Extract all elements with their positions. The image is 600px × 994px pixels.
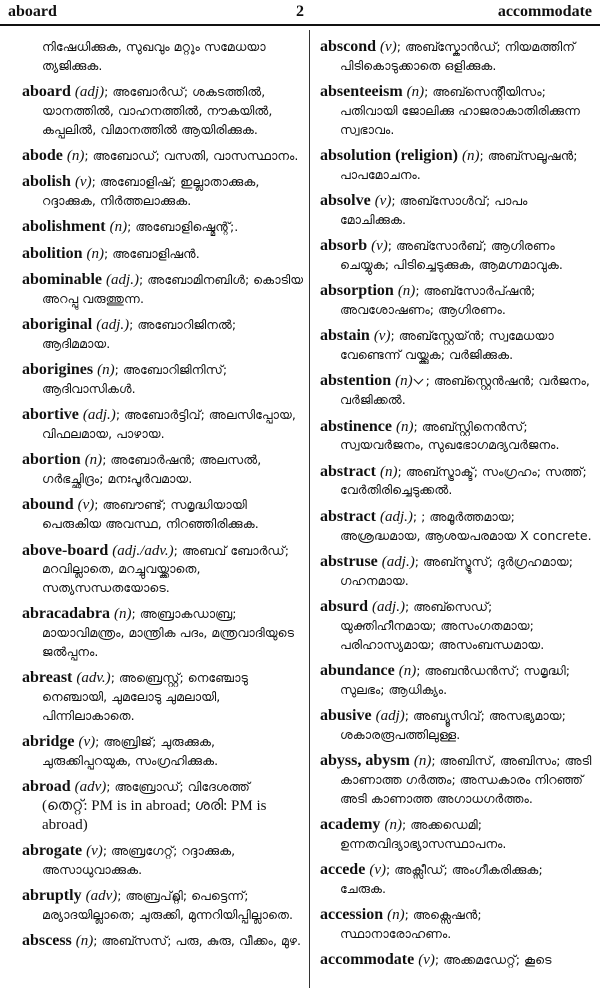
entry-part-of-speech: (n)	[86, 245, 104, 262]
entry-definition: ; അക്കഡെമി; ഉന്നതവിദ്യാഭ്യാസസ്ഥാപനം.	[340, 816, 507, 851]
dictionary-entry	[320, 707, 592, 745]
dictionary-entry	[22, 496, 306, 534]
dictionary-entry	[22, 245, 306, 264]
entry-definition: ; അബ്സോൾവ്; പാപം മോചിക്കുക.	[340, 193, 528, 227]
tick-mark-icon	[413, 375, 423, 385]
entry-part-of-speech: (v)	[373, 328, 391, 345]
entry-part-of-speech: (n)	[380, 463, 398, 480]
dictionary-entry	[22, 669, 306, 725]
entry-headword: abstain	[320, 327, 370, 345]
entry-part-of-speech: (n)	[97, 362, 115, 379]
entry-headword: abstinence	[320, 417, 392, 435]
dictionary-entry	[320, 906, 592, 944]
dictionary-entry	[320, 282, 592, 320]
entry-headword: accession	[320, 906, 384, 924]
entry-part-of-speech: (n)	[84, 452, 103, 469]
entry-headword: abominable	[22, 270, 103, 288]
dictionary-entry	[22, 605, 306, 661]
entry-definition: ; അബൗണ്ട്; സമൃദ്ധിയായി പെരുകിയ അവസ്ഥ, നിറഞ്ഞിരിക്കുക.	[42, 497, 259, 532]
entry-part-of-speech: (v)	[418, 952, 435, 969]
dictionary-entry	[320, 372, 592, 410]
entry-definition: ; അബ്സ്കോൻഡ്; നിയമത്തിന് പിടികൊടുക്കാതെ ഒളിക്കുക.	[340, 39, 576, 73]
entry-part-of-speech: (n)	[395, 373, 413, 390]
header-right-guideword: accommodate	[497, 3, 592, 20]
page-number: 2	[296, 3, 304, 20]
entry-definition: ; അബ്രപ്റ്റ്ലി; പെട്ടെന്ന്; മര്യാദയില്ലാതെ; ചുരുക്കി, മുന്നറിയിപ്പില്ലാതെ.	[42, 888, 293, 923]
entry-part-of-speech: (adv.)	[76, 670, 111, 687]
dictionary-entry	[320, 418, 592, 456]
entry-definition: ; അബ്സെഡ്; യുക്തിഹീനമായ; അസംഗതമായ; പരിഹാസ്യമായ; അസംബന്ധമായ.	[340, 598, 545, 652]
entry-headword: aboard	[22, 83, 71, 101]
entry-definition: ; അബോളിഷ്മെന്റ്;.	[127, 219, 239, 235]
dictionary-entry	[22, 542, 306, 598]
entry-definition: ; അബ്സെന്റീയിസം; പതിവായി ജോലിക്കു ഹാജരാകാതിരിക്കുന്ന സ്വഭാവം.	[340, 84, 580, 137]
entry-headword: abolishment	[22, 218, 106, 236]
entry-headword: absolution (religion)	[320, 146, 458, 164]
entry-headword: abstention	[320, 372, 392, 390]
entry-definition: ; അബ്രെസ്റ്റ്; നെഞ്ചോടു നെഞ്ചായി, ചുമലോടു ചുമലായി, പിന്നിലാകാതെ.	[42, 670, 248, 723]
dictionary-entry	[22, 406, 306, 444]
entry-headword: abroad	[22, 778, 71, 796]
entry-part-of-speech: (v)	[77, 497, 95, 514]
entry-part-of-speech: (n)	[114, 606, 132, 623]
entry-part-of-speech: (adj.)	[372, 598, 405, 615]
dictionary-entry	[22, 451, 306, 489]
entry-part-of-speech: (adj.)	[106, 271, 139, 288]
entry-part-of-speech: (v)	[380, 39, 397, 55]
entry-headword: absolve	[320, 192, 371, 210]
entry-definition: ; അബോളിഷൻ.	[103, 245, 200, 261]
entry-part-of-speech: (adj.)	[96, 317, 130, 334]
dictionary-entry	[22, 887, 306, 925]
entry-definition: ; അബവ് ബോർഡ്; മറവില്ലാതെ, മറച്ചുവയ്ക്കാതെ, സത്യസന്ധതയോടെ.	[42, 542, 290, 596]
left-column	[22, 38, 306, 959]
entry-headword: abrogate	[22, 842, 83, 860]
entry-part-of-speech: (v)	[74, 174, 92, 191]
entry-part-of-speech: (n)	[384, 816, 402, 833]
entry-part-of-speech: (n)	[398, 662, 417, 679]
entry-headword: abundance	[320, 661, 395, 679]
dictionary-entry	[320, 508, 592, 546]
entry-headword: abortive	[22, 406, 79, 424]
dictionary-entry	[22, 361, 306, 399]
entry-definition: ; അബ്സോർപ്ഷൻ; അവശോഷണം; ആഗിരണം.	[340, 283, 536, 318]
entry-headword: abstruse	[320, 552, 378, 570]
entry-headword: aborigines	[22, 361, 94, 379]
entry-definition: ; അബ്സോർബ്; ആഗിരണം ചെയ്യുക; പിടിച്ചെടുക്കുക, ആമഗ്നമാവുക.	[340, 238, 563, 272]
page-header	[0, 0, 600, 26]
entry-headword: abolish	[22, 173, 71, 191]
entry-definition: ; അക്സെഷൻ; സ്ഥാനാരോഹണം.	[340, 907, 482, 941]
entry-definition: ; അബോറിജിനൽ; ആദിമമായ.	[42, 317, 237, 351]
dictionary-entry	[22, 218, 306, 237]
entry-definition: ; അബ്സ്റ്റിനെൻസ്; സ്വയവർജനം, സുഖഭോഗമദ്യവർജനം.	[340, 418, 560, 453]
right-column	[320, 38, 592, 977]
dictionary-entry	[320, 861, 592, 899]
entry-headword: abortion	[22, 451, 81, 469]
entry-headword: aboriginal	[22, 316, 93, 334]
entry-part-of-speech: (n)	[109, 219, 128, 236]
entry-definition: നിഷേധിക്കുക, സുഖവും മറ്റും സമേധയാ ത്യജിക്കുക.	[42, 39, 266, 73]
entry-part-of-speech: (n)	[66, 147, 85, 164]
dictionary-entry	[22, 778, 306, 834]
entry-definition: ; അബ്സ്റ്റെൻഷൻ; വർജനം, വർജിക്കൽ.	[340, 373, 590, 408]
entry-headword: above-board	[22, 541, 109, 559]
dictionary-entry	[22, 173, 306, 211]
dictionary-entry	[320, 598, 592, 654]
dictionary-entry	[22, 733, 306, 771]
header-left-guideword: aboard	[8, 3, 57, 20]
entry-headword: accede	[320, 860, 366, 878]
entry-headword: abstract	[320, 462, 376, 480]
entry-part-of-speech: (adv)	[85, 888, 118, 905]
entry-headword: absorb	[320, 237, 368, 255]
column-divider	[309, 30, 310, 988]
entry-definition: ; അബ്സ്ട്രാക്ട്; സംഗ്രഹം; സത്ത്; വേർതിരിച്ചെടുക്കൽ.	[340, 463, 587, 498]
entry-headword: abracadabra	[22, 605, 110, 623]
dictionary-entry	[22, 271, 306, 309]
entry-headword: absorption	[320, 282, 394, 300]
dictionary-entry	[320, 38, 592, 76]
entry-part-of-speech: (v)	[374, 193, 392, 210]
dictionary-entry	[320, 752, 592, 808]
dictionary-entry	[320, 463, 592, 501]
entry-part-of-speech: (n)	[461, 147, 480, 164]
dictionary-entry	[22, 932, 306, 951]
entry-definition: ; അബ്സ്ട്രൂസ്; ദുർഗ്രഹമായ; ഗഹനമായ.	[340, 553, 573, 588]
entry-part-of-speech: (adj)	[375, 707, 405, 724]
entry-part-of-speech: (n)	[75, 933, 94, 950]
entry-part-of-speech: (n)	[397, 283, 416, 300]
entry-definition: ; അബ്രോഡ്; വിദേശത്ത്	[106, 779, 250, 795]
entry-headword: abode	[22, 146, 63, 164]
entry-definition: ; അബ്സസ്; പരു, കുരു, വീക്കം, മുഴ.	[93, 933, 301, 949]
entry-part-of-speech: (v)	[371, 238, 388, 255]
entry-headword: abolition	[22, 244, 83, 262]
entry-headword: abscond	[320, 38, 377, 55]
dictionary-entry	[320, 83, 592, 139]
dictionary-entry	[320, 237, 592, 275]
entry-part-of-speech: (adj./adv.)	[112, 542, 174, 559]
entry-definition: ; അക്സീഡ്; അംഗീകരിക്കുക; ചേരുക.	[340, 861, 543, 896]
dictionary-entry	[320, 951, 592, 970]
dictionary-entry	[22, 842, 306, 880]
entry-part-of-speech: (n)	[387, 907, 405, 924]
dictionary-entry	[22, 83, 306, 139]
entry-headword: abruptly	[22, 887, 82, 905]
entry-definition: ; അബൻഡൻസ്; സമൃദ്ധി; സുലഭം; ആധിക്യം.	[340, 662, 571, 697]
entry-headword: abscess	[22, 932, 72, 950]
entry-headword: absurd	[320, 597, 369, 615]
dictionary-entry	[320, 816, 592, 854]
dictionary-entry	[320, 553, 592, 591]
entry-definition: ; അബിസ്, അബിസം; അടി കാണാത്ത ഗർത്തം; അന്ധകാരം നിറഞ്ഞ് അടി കാണാത്ത അഗാധഗർത്തം.	[340, 753, 592, 806]
entry-definition: ; അബ്രഗേറ്റ്; റദ്ദാക്കുക, അസാധുവാക്കുക.	[42, 843, 236, 877]
entry-part-of-speech: (adj.)	[381, 553, 415, 570]
entry-part-of-speech: (n)	[396, 418, 414, 435]
entry-part-of-speech: (adj.)	[380, 508, 413, 525]
entry-definition: ; അബോർഡ്; ശകടത്തിൽ, യാനത്തിൽ, വാഹനത്തിൽ, നൗകയിൽ, കപ്പലിൽ, വിമാനത്തിൽ ആയിരിക്കുക.	[42, 84, 273, 137]
dictionary-entry	[320, 192, 592, 230]
entry-headword: abusive	[320, 706, 372, 724]
entry-definition: ; അബോറിജിനിസ്; ആദിവാസികൾ.	[42, 362, 228, 396]
entry-headword: abstract	[320, 507, 376, 525]
dictionary-entry	[22, 38, 306, 76]
entry-definition: ; അബോളിഷ്; ഇല്ലാതാക്കുക, റദ്ദാക്കുക, നിർത്തലാക്കുക.	[42, 174, 260, 209]
entry-part-of-speech: (v)	[86, 843, 103, 860]
entry-headword: abreast	[22, 669, 73, 687]
entry-definition: ; അബോർട്ടിവ്; അലസിപ്പോയ, വിഫലമായ, പാഴായ.	[42, 407, 296, 442]
dictionary-entry	[320, 147, 592, 185]
dictionary-entry	[320, 327, 592, 365]
entry-usage-note: (തെറ്റ്: PM is in abroad; ശരി: PM is abroad)	[42, 798, 267, 833]
entry-definition: ; അബ്സലൂഷൻ; പാപമോചനം.	[340, 147, 578, 182]
entry-definition: ; അബോർഷൻ; അലസൽ, ഗർഭച്ഛിദ്രം; മനഃപൂർവമായ.	[42, 452, 262, 487]
dictionary-entry	[320, 662, 592, 700]
entry-headword: absenteeism	[320, 83, 403, 101]
entry-definition: ; അബ്രാകഡാബ്ര; മായാവിമന്ത്രം, മാന്ത്രിക പദം, മന്ത്രവാദിയുടെ ജൽപ്പനം.	[42, 606, 295, 660]
entry-part-of-speech: (v)	[369, 861, 386, 878]
entry-definition: ; ; അമൂർത്തമായ; അശ്രദ്ധമായ, ആശയപരമായ X concrete.	[340, 508, 592, 543]
entry-part-of-speech: (n)	[413, 753, 432, 769]
entry-definition: ; അബ്യൂസിവ്; അസഭ്യമായ; ശകാരരൂപത്തിലുള്ള.	[340, 707, 566, 742]
entry-headword: abyss, abysm	[320, 752, 410, 769]
entry-part-of-speech: (adj.)	[82, 407, 116, 424]
entry-definition: ; അബോമിനബിൾ; കൊടിയ അറപ്പു വരുത്തുന്ന.	[42, 271, 304, 306]
entry-headword: abridge	[22, 733, 75, 751]
entry-definition: ; അബ്സ്റ്റേയ്ൻ; സ്വമേധയാ വേണ്ടെന്ന് വയ്ക്കുക; വർജിക്കുക.	[340, 328, 554, 363]
entry-part-of-speech: (v)	[78, 734, 96, 751]
entry-part-of-speech: (n)	[406, 84, 425, 101]
dictionary-entry	[22, 316, 306, 354]
entry-definition: ; അബോഡ്; വസതി, വാസസ്ഥാനം.	[84, 147, 299, 163]
entry-part-of-speech: (adj)	[74, 84, 105, 101]
entry-part-of-speech: (adv)	[74, 779, 107, 796]
entry-definition: ; അബ്രിജ്; ചുരുക്കുക, ചുരുക്കിപ്പറയുക, സംഗ്രഹിക്കുക.	[42, 734, 219, 768]
entry-headword: academy	[320, 815, 381, 833]
entry-headword: accommodate	[320, 951, 415, 969]
dictionary-entry	[22, 147, 306, 166]
entry-headword: abound	[22, 496, 74, 514]
entry-definition: ; അക്കമഡേറ്റ്; കൂടെ	[434, 952, 552, 968]
